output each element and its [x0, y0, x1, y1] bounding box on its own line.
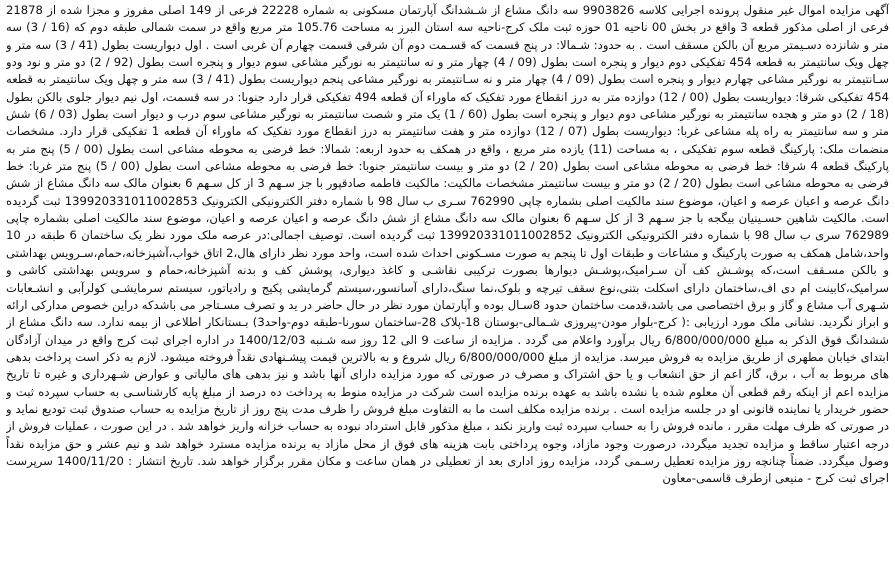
auction-notice-text: آگهی مزایده اموال غیر منقول پرونده اجرایی کلاسه 9903826 سه دانگ مشاع از شـشدانگ آپارتمان مسکونی به شماره 22228 فرعی از 149 اصلی مفروز و مجزا شده از 21878 فرعی از اصلی مذکور قطعه 3 واقع در بخش 00 ناحیه 01 حوزه ثبت ملک کرج-ناحیه سه استان البرز به مساحت 105.76 متر مربع واقع در سمت شمالی طبقه دوم که (16 / 3) سه متر و شانزده دسـیمتر مربع آن بالکن مسقف است . به حدود: شـمالا: در پنج قسمت که قسـمت دوم آن شرقی قسمت چهارم آن غربی است . اول دیواریست بطول (41 / 3) سه متر و چهل ویک سانتیمتر به قطعه 454 تفکیکی دوم دیوار و پنجره است بطول (09 / 4) چهار متر و نه سانتیمتر به نورگیر مشاعی سوم دیوار و پنجره است بطول (92 / 2) دو متر و نود ودو سـانتیمتر به نورگیر مشاعی چهارم دیوار و پنجره است بطول (09 / 4) چهار متر و نه سـانتیمتر به نورگیر مشاعی پنجم دیواریست بطول (41 / 3) سه متر و چهل ویک سانتیمتر به قطعه 454 تفکیکی شرقا: دیواریست بطول (00 / 12) دوازده متر به درز انقطاع مورد تفکیک که ماوراء آن قطعه 494 تفکیکی قرار دارد جنوبا: در سه قسمت، اول نیم دیوار جلوی بالکن بطول (18 / 2) دو متر و هجده سانتیمتر به نورگیر مشاعی دوم دیوار و پنجره است بطول (60 / 1) یک متر و شصت سانتیمتر به نورگیر مشاعی سوم درب و دیوار است بطول (03 / 6) شش متر و سه سانتیمتر به راه پله مشاعی غربا: دیواریست بطول (07 / 12) دوازده متر و هفت سانتیمتر به درز انقطاع مورد تفکیک که ماوراء آن قطعه 1 تفکیکی قرار دارد. مشخصات منضمات ملک: پارکینگ قطعه سوم تفکیکی ، به مساحت (11) یازده متر مربع ، واقع در همکف به حدود اربعه: شمالا: خط فرضی به محوطه مشاعی است بطول (00 / 5) پنج متر به پارکینگ قطعه 4 شرقا: خط فرضی به محوطه مشاعی است بطول (20 / 2) دو متر و بیست سانتیمتر جنوبا: خط فرضی به محوطه مشاعی است بطول (00 / 5) پنج متر غربا: خط فرضی به محوطه مشاعی است بطول (20 / 2) دو متر و بیست سانتیمتر مشخصات مالکیت: مالکیت فاطمه صادقپور با جز سـهم 3 از کل سـهم 6 بعنوان مالک سه دانگ مشاع از شش دانگ عرصه و اعیان عرصه و اعیان، موضوع سند مالکیت اصلی بشماره چاپی 762990 سـری ب سال 98 با شماره دفتر الکترونیکی الکترونیک 139920331011002853 ثبت گردیده است. مالکیت شاهین حسـینیان بیگجه با جز سـهم 3 از کل سـهم 6 بعنوان مالک سه دانگ مشاع از شش دانگ عرصه و اعیان عرصه و اعیان، موضوع سند مالکیت اصلی بشماره چاپی 762989 سری ب سال 98 با شماره دفتر الکترونیکی الکترونیک 139920331011002852 ثبت گردیده است. توصیف اجمالی:در عرصه ملک مورد نظر یک ساختمان 6 طبقه در 10 واحد،شامل همکف به صورت پارکینگ و مشاعات و طبقات اول تا پنجم به صورت مسـکونی احداث شده است، واحد مورد نظر دارای هال،2 اتاق خواب،آشپزخانه،حمام،سـرویس بهداشتی و بالکن مسـقف است،که پوشـش کف آن سـرامیک،پوشـش دیوارها بصورت ترکیبی نقاشـی و کاغذ دیواری، پوشش کف و بدنه آشپزخانه،حمام و سرویس بهداشتی کاشی و سرامیک،کابینت ام دی اف،ساختمان دارای اسکلت بتنی،نوع سقف تیرچه و بلوک،نما سنگ،دارای آسانسور،سیستم گرمایشی پکیج و رادیاتور، سیستم سرمایشـی کولرآبی و انشـعابات شـهری آب مشاع و گاز و برق اختصاصی می باشد،قدمت ساختمان حدود 8سـال بوده و آپارتمان مورد نظر در حال حاضر در ید و تصرف مسـتاجر می باشدکه دراین خصوص مدارکی ارائه و ابراز نگردید. نشانی ملک مورد ارزیابی :( کرج-بلوار مودن-پیروزی شـمالی-بوستان 18-پلاک 28-ساختمان سورنا-طبقه دوم-واحد3) بـستانکار اطلاعی از بیمه ندارد. سه دانگ مشاع از ششدانگ فوق الذکر به مبلغ 6/800/000/000 ریال برآورد واعلام می گردد . مزایده از ساعت 9 الی 12 روز سه شـنبه 1400/12/03 در اداره اجرای ثبت کرج واقع در میدان آزادگان ابتدای خیابان مطهری از طریق مزایده به فروش میرسد. مزایده از مبلغ 6/800/000/000 ریال شروع و به بالاترین قیمت پیشـنهادی نقداً فروخته میشود. لازم به ذکر است پرداخت بدهی های مربوط به آب ، برق، گاز اعم از حق انشعاب و یا حق اشتراک و مصرف در صورتی که مورد مزایده دارای آنها باشد و نیز بدهی های مالیاتی و عوارض شـهرداری و غیره تا تاریخ مزایده اعم از اینکه رقم قطعی آن معلوم شده یا نشده باشد به عهده برنده مزایده است شرکت در مزایده منوط به پرداخت ده درصد از مبلغ پایه کارشناسـی به حساب سپرده ثبت و حضور خریدار یا نماینده قانونی او در جلسه مزایده است . برنده مزایده مکلف است ما به التفاوت مبلغ فروش را ظرف مدت پنج روز از تاریخ مزایده به حساب صندوق ثبت تودیع نماید و در صورتی که ظرف مهلت مقرر ، مانده فروش را به حساب سپرده ثبت واریز نکند ، مبلغ مذکور قابل استرداد نبوده به حساب خزانه واریز خواهد شد . در این صورت ، عملیات فروش از درجه اعتبار ساقط و مزایده تجدید میگردد، درصورت وجود مازاد، وجوه پرداختی بابت هزینه های فوق از محل مازاد به برنده مزایده مسترد خواهد شد و نیم عشر و حق مزایده نقداً وصول میگردد. ضمناً چنانچه روز مزایده تعطیل رسـمی گردد، مزایده روز اداری بعد از تعطیلی در همان ساعت و مکان مقرر برگزار خواهد شد. تاریخ انتشار : 1400/11/20 سرپرست اجرای ثبت کرج - منیعی ازطرف قاسمی-معاون	[6, 3, 889, 486]
auction-notice	[6, 2, 889, 569]
